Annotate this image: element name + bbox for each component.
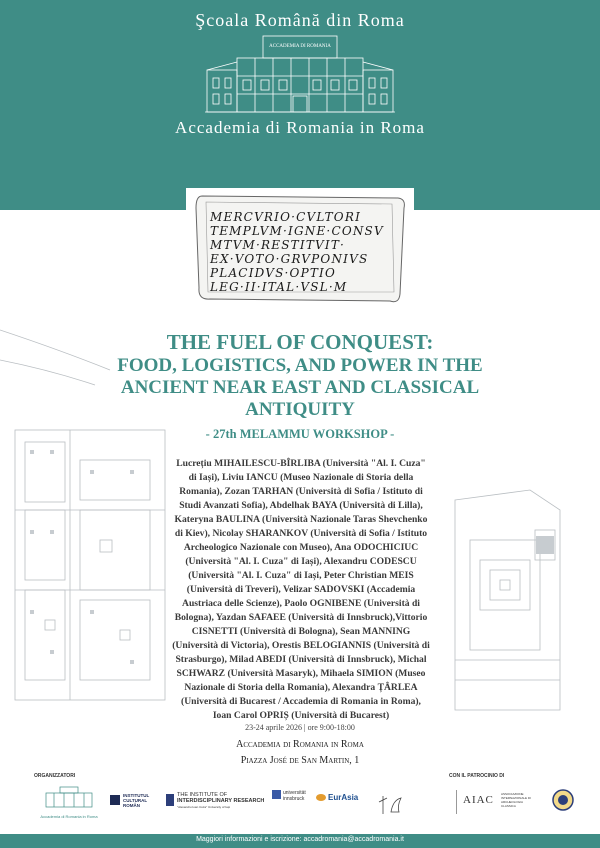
seal-emblem-icon — [551, 788, 575, 812]
eurasia-mark-icon — [316, 794, 326, 801]
event-dates: 23-24 aprile 2026 | ore 9:00-18:00 — [245, 723, 355, 732]
accademia-logo — [34, 785, 104, 821]
accademia-building-icon — [34, 785, 104, 809]
patronage-label: CON IL PATROCINIO DI — [449, 773, 505, 779]
iir-logo-line3: "Alexandru Ioan Cuza" University of Iași — [177, 805, 230, 809]
event-title-line3: ANCIENT NEAR EAST AND CLASSICAL — [120, 377, 480, 398]
event-title-line2: FOOD, LOGISTICS, AND POWER IN THE — [117, 355, 483, 376]
iir-mark-icon — [166, 794, 174, 806]
iir-logo-line2: INTERDISCIPLINARY RESEARCH — [177, 798, 265, 804]
venue-name: Accademia di Romania in Roma — [236, 739, 364, 750]
footer-bar — [0, 834, 600, 848]
aiac-logo — [456, 790, 537, 814]
aiac-logo-text: AIAC — [463, 794, 494, 806]
roman-inscription-image — [186, 188, 414, 310]
contact-info: Maggiori informazioni e iscrizione: accadromania@accadromania.it — [196, 836, 404, 843]
venue-address: Piazza José de San Martin, 1 — [240, 755, 360, 766]
icr-logo-text: INSTITUTUL CULTURAL ROMÂN — [123, 793, 150, 808]
inscription-line: PLACIDVS·OPTIO — [210, 266, 337, 280]
inscription-line: LEG·II·ITAL·VSL·M — [210, 280, 348, 294]
aiac-logo-desc: ASSOCIAZIONE INTERNAZIONALE DI ARCHEOLOGIA CLASSICA — [501, 792, 531, 808]
academy-title: Accademia di Romania in Roma — [175, 118, 425, 137]
inscription-line: MTVM·RESTITVIT· — [210, 238, 346, 252]
event-title-line1: THE FUEL OF CONQUEST: — [166, 330, 434, 354]
participants-list: Lucrețiu MIHAILESCU-BÎRLIBA (Università "Al. I. Cuza" di Iași), Liviu IANCU (Museo Nazionale di Storia della Romania), Zozan TARHAN (Università di Sofia / Istituto di Studi Avanzati Sofia), Abdelhak BAYA (Università di Lilla), Kateryna BAULINA (Università Nazionale Taras Shevchenko di Kiev), Nicolay SHARANKOV (Università di Sofia / Istituto Archeologico Nazionale con Museo), Ana ODOCHICIUC (Università "Al. I. Cuza" di Iași), Alexandru CODESCU (Università "Al. I. Cuza" di Iași, Peter Christian MEIS (Università di Treveri), Velizar SADOVSKI (Accademia Austriaca delle Scienze), Paolo OGNIBENE (Università di Bologna), Yazdan SAFAEE (Università di Innsbruck),Vittorio CISNETTI (Università di Bologna), Sean MANNING (Università di Victoria), Orestis BELOGIANNIS (Università di Strasburgo), Milad ABEDI (Università di Innsbruck), Michal SCHWARZ (Università Masaryk), Mihaela SIMION (Museo Nazionale di Storia della Romania), Alexandra ȚÂRLEA (Università di Bucarest / Accademia di Romania in Roma), Ioan Carol OPRIȘ (Università di Bucarest) — [172, 458, 430, 721]
inscription-line: MERCVRIO·CVLTORI — [210, 210, 362, 224]
workshop-subtitle: - 27th MELAMMU WORKSHOP - — [205, 427, 395, 441]
innsbruck-mark-icon — [272, 790, 281, 799]
iir-logo-line1: THE INSTITUTE OF — [177, 792, 228, 798]
melammu-emblem-icon — [375, 792, 405, 816]
innsbruck-logo-line1: universität — [283, 790, 306, 796]
innsbruck-logo-line2: innsbruck — [283, 796, 305, 802]
academy-building-illustration — [205, 32, 395, 114]
header-banner — [0, 0, 600, 210]
organizers-label: ORGANIZZATORI — [34, 773, 76, 779]
school-title: Şcoala Română din Roma — [195, 10, 405, 30]
accademia-logo-text: Accademia di Romania in Roma — [40, 814, 98, 819]
inscription-line: TEMPLVM·IGNE·CONSV — [210, 224, 384, 238]
event-title-line4: ANTIQUITY — [245, 399, 355, 420]
inscription-line: EX·VOTO·GRVPONIVS — [210, 252, 369, 266]
building-sign: ACCADEMIA DI ROMANIA — [269, 44, 331, 49]
eurasia-logo-text: EurAsia — [328, 793, 359, 802]
icr-mark-icon — [110, 795, 120, 805]
